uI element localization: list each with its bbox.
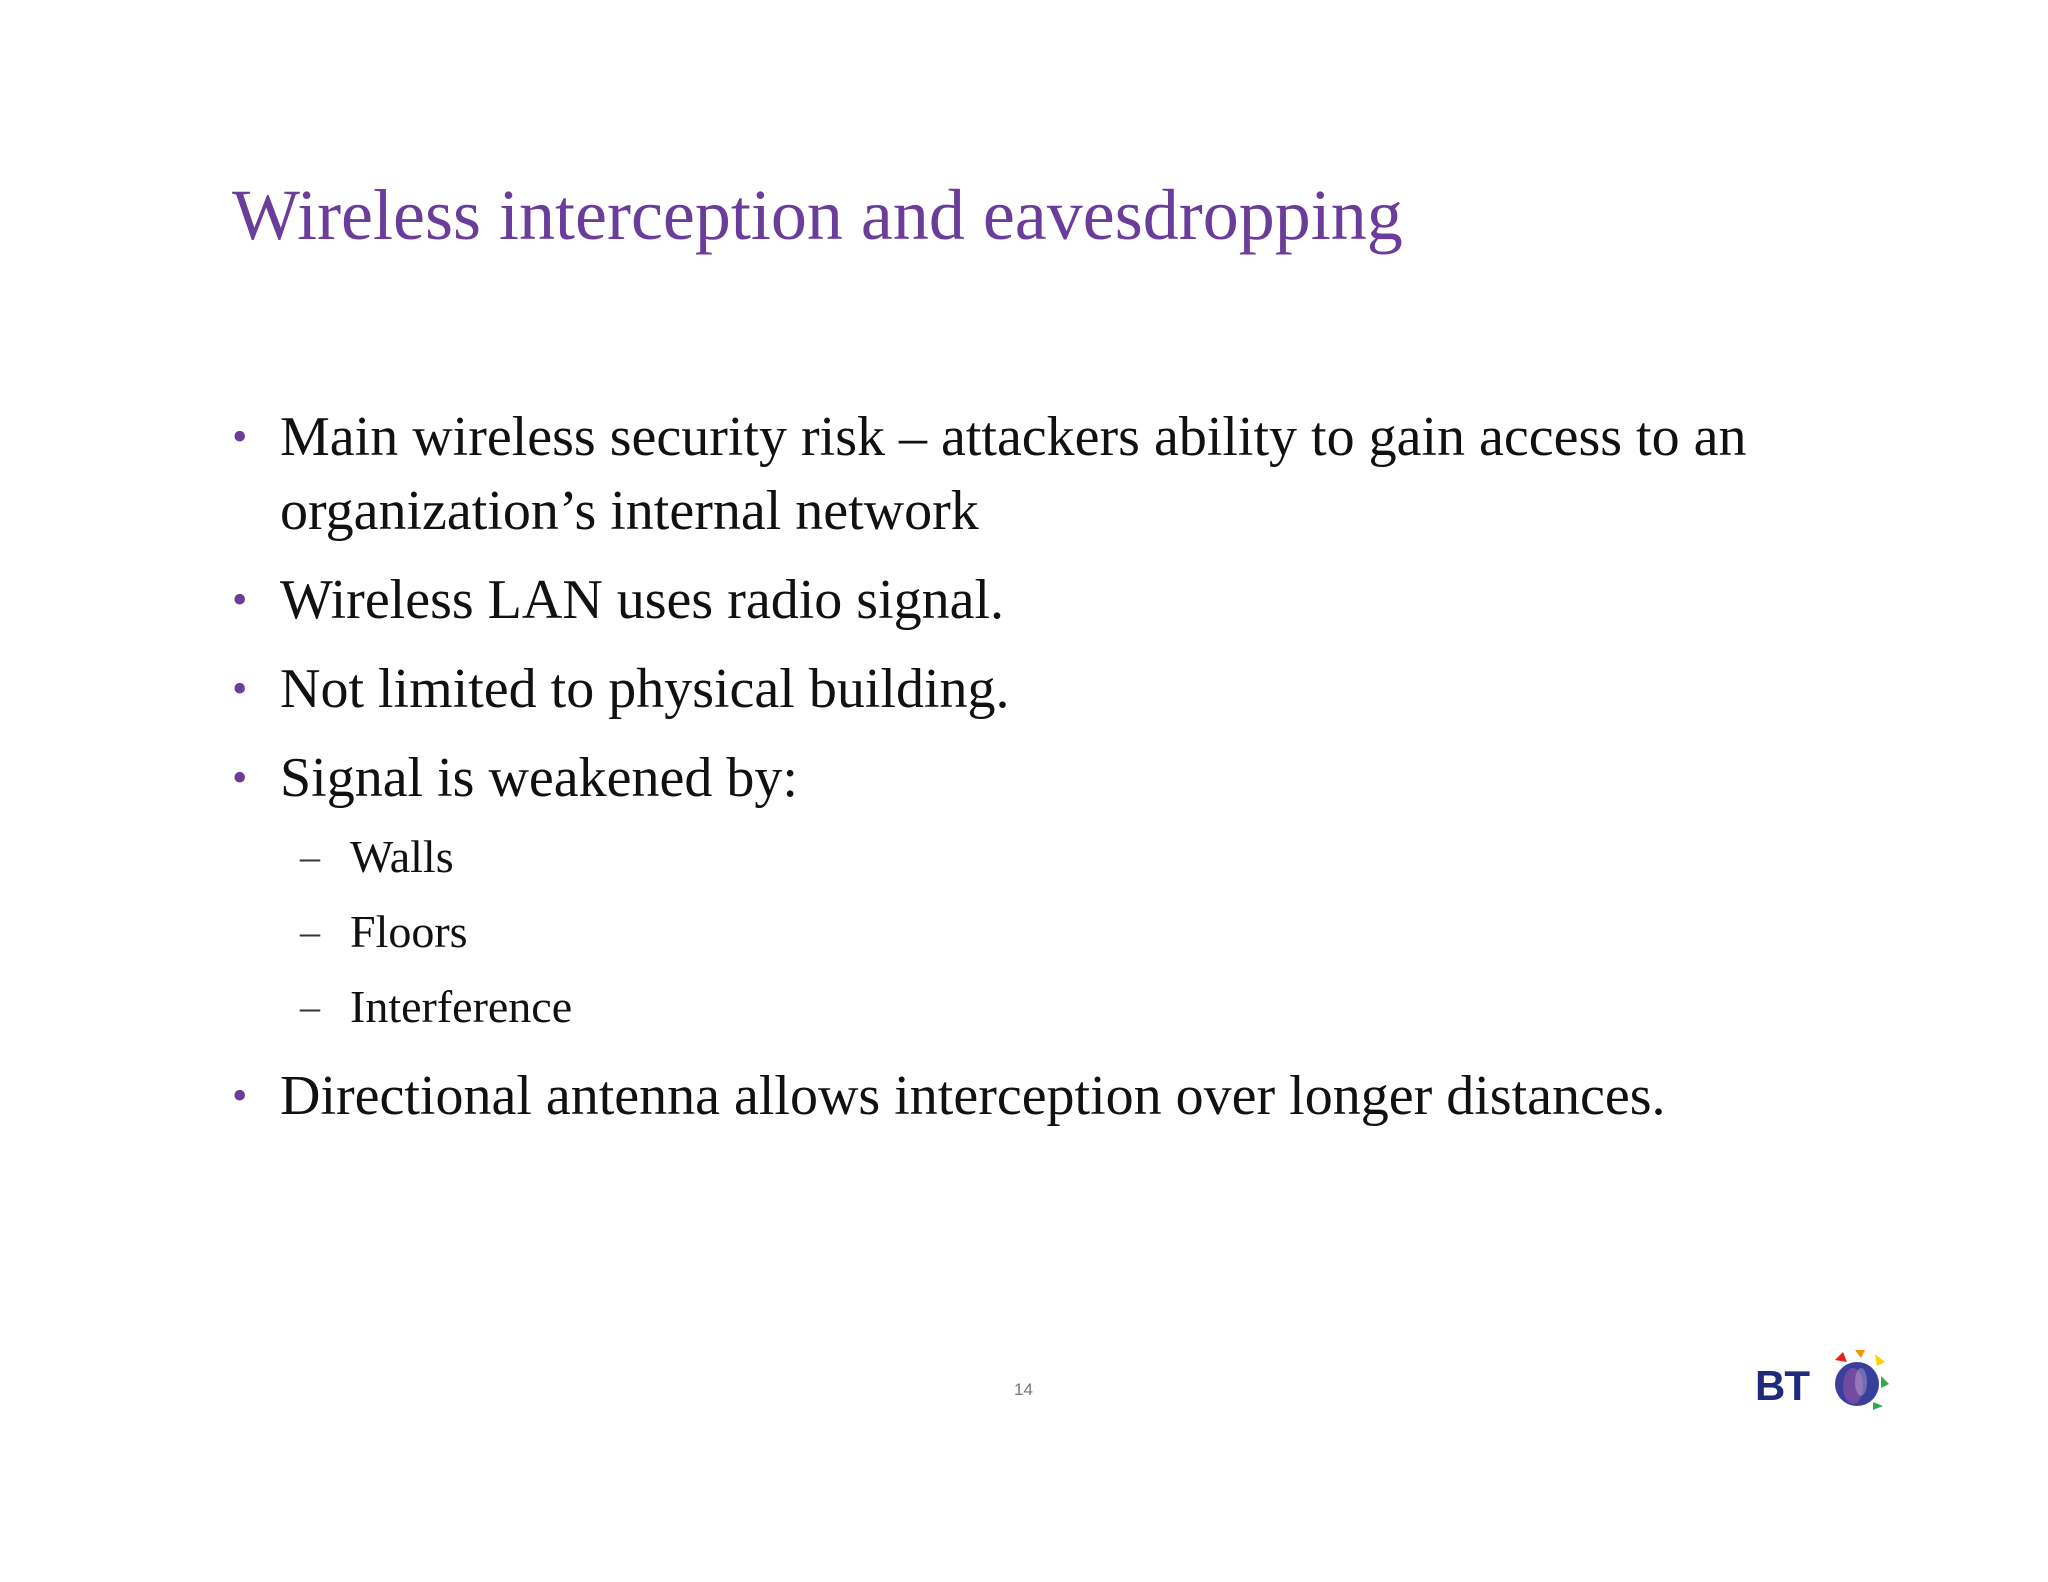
bullet-text: Main wireless security risk – attackers ability to gain access to an organization’s internal network	[280, 406, 1747, 542]
bullet-dot-icon: •	[232, 412, 248, 461]
bullet-item	[232, 563, 1832, 637]
bullet-text: Signal is weakened by:	[280, 747, 798, 809]
logo-text: BT	[1755, 1362, 1809, 1409]
dash-icon: –	[300, 834, 320, 879]
bullet-dot-icon: •	[232, 753, 248, 802]
sub-item-walls	[280, 819, 1832, 894]
dash-icon: –	[300, 909, 320, 954]
bullet-dot-icon: •	[232, 1071, 248, 1120]
bt-piper-globe-icon	[1825, 1348, 1891, 1414]
bullet-text: Directional antenna allows interception over longer distances.	[280, 1065, 1666, 1127]
bullet-item	[232, 741, 1832, 1044]
bullet-text: Wireless LAN uses radio signal.	[280, 569, 1005, 631]
bullet-list	[232, 400, 1832, 1148]
bullet-item	[232, 652, 1832, 726]
bullet-text: Not limited to physical building.	[280, 658, 1010, 720]
sub-item-floors	[280, 894, 1832, 969]
sub-list	[280, 819, 1832, 1044]
bullet-dot-icon: •	[232, 664, 248, 713]
sub-item-interference	[280, 969, 1832, 1044]
sub-item-text: Walls	[350, 831, 454, 882]
sub-item-text: Interference	[350, 981, 573, 1032]
dash-icon: –	[300, 984, 320, 1029]
sub-item-text: Floors	[350, 906, 468, 957]
bullet-item	[232, 400, 1832, 548]
bt-logo	[1755, 1348, 1890, 1418]
bullet-dot-icon: •	[232, 575, 248, 624]
slide-title: Wireless interception and eavesdropping	[232, 175, 1403, 255]
bullet-item	[232, 1059, 1832, 1133]
page-number: 14	[1014, 1380, 1033, 1399]
